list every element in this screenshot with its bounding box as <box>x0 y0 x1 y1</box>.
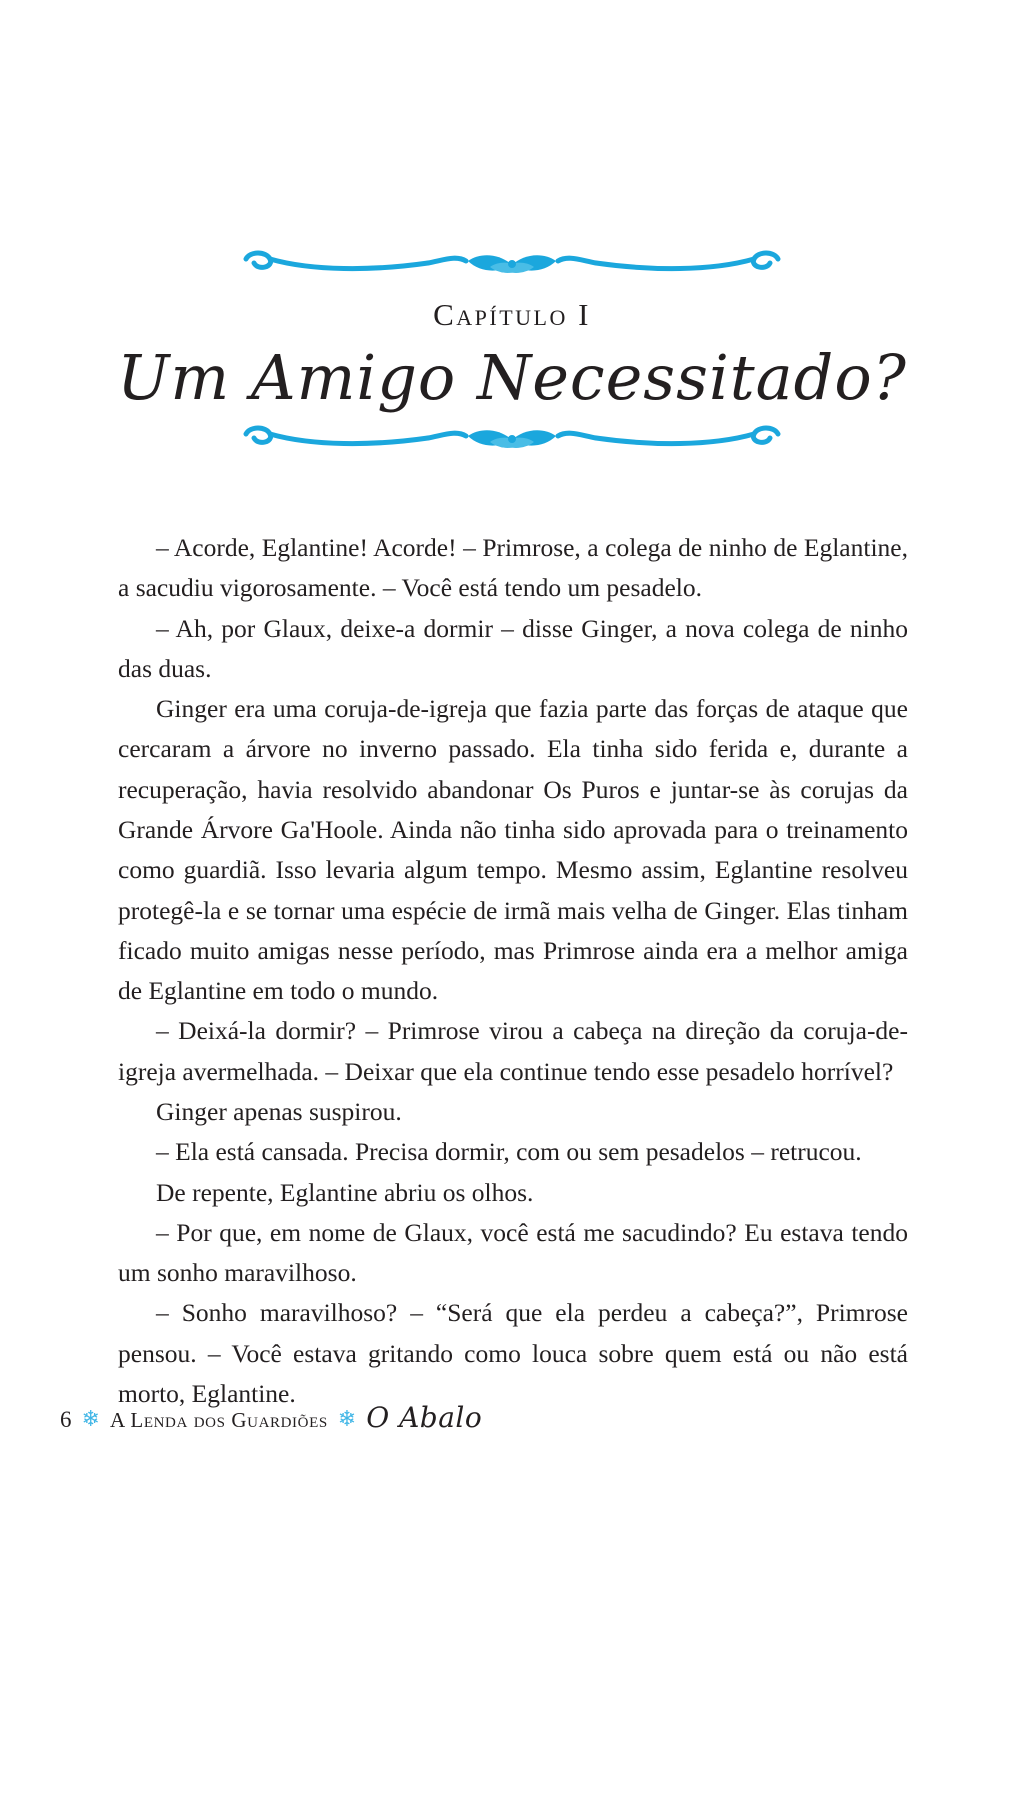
paragraph: – Por que, em nome de Glaux, você está me sacudindo? Eu estava tendo um sonho maravilhoso. <box>118 1217 908 1288</box>
flourish-ornament-top <box>232 245 792 283</box>
paragraph: – Sonho maravilhoso? – “Será que ela perdeu a cabeça?”, Primrose pensou. – Você estava gritando como louca sobre quem está ou não está morto, Eglantine. <box>118 1298 908 1408</box>
paragraph: – Deixá-la dormir? – Primrose virou a cabeça na direção da coruja-de-igreja avermelhada. – Deixar que ela continue tendo esse pesadelo horrível? <box>118 1016 908 1086</box>
chapter-number: Capítulo I <box>433 297 591 332</box>
chapter-body <box>118 528 908 1414</box>
paragraph: Ginger apenas suspirou. <box>156 1096 402 1126</box>
paragraph: – Ela está cansada. Precisa dormir, com ou sem pesadelos – retrucou. <box>156 1137 862 1167</box>
book-title: O Abalo <box>366 1401 483 1434</box>
snowflake-icon: ❄ <box>81 1406 100 1431</box>
paragraph: De repente, Eglantine abriu os olhos. <box>156 1177 534 1207</box>
series-title: A Lenda dos Guardiões <box>109 1408 328 1432</box>
flourish-ornament-bottom <box>232 420 792 458</box>
snowflake-icon: ❄ <box>337 1406 357 1431</box>
chapter-header <box>0 245 1024 458</box>
chapter-title: Um Amigo Necessitado? <box>117 341 907 414</box>
paragraph: – Ah, por Glaux, deixe-a dormir – disse Ginger, a nova colega de ninho das duas. <box>118 613 908 683</box>
paragraph: Ginger era uma coruja-de-igreja que fazia parte das forças de ataque que cercaram a árvore no inverno passado. Ela tinha sido ferida e, durante a recuperação, havia resolvido abandonar Os Puros e juntar-se às corujas da Grande Árvore Ga'Hoole. Ainda não tinha sido aprovada para o treinamento como guardiã. Isso levaria algum tempo. Mesmo assim, Eglantine resolveu protegê-la e se tornar uma espécie de irmã mais velha de Ginger. Elas tinham ficado muito amigas nesse período, mas Primrose ainda era a melhor amiga de Eglantine em todo o mundo. <box>118 694 908 1006</box>
page-footer <box>60 1401 482 1434</box>
folio-number: 6 <box>60 1407 72 1432</box>
paragraph: – Acorde, Eglantine! Acorde! – Primrose, a colega de ninho de Eglantine, a sacudiu vigorosamente. – Você está tendo um pesadelo. <box>118 533 908 603</box>
